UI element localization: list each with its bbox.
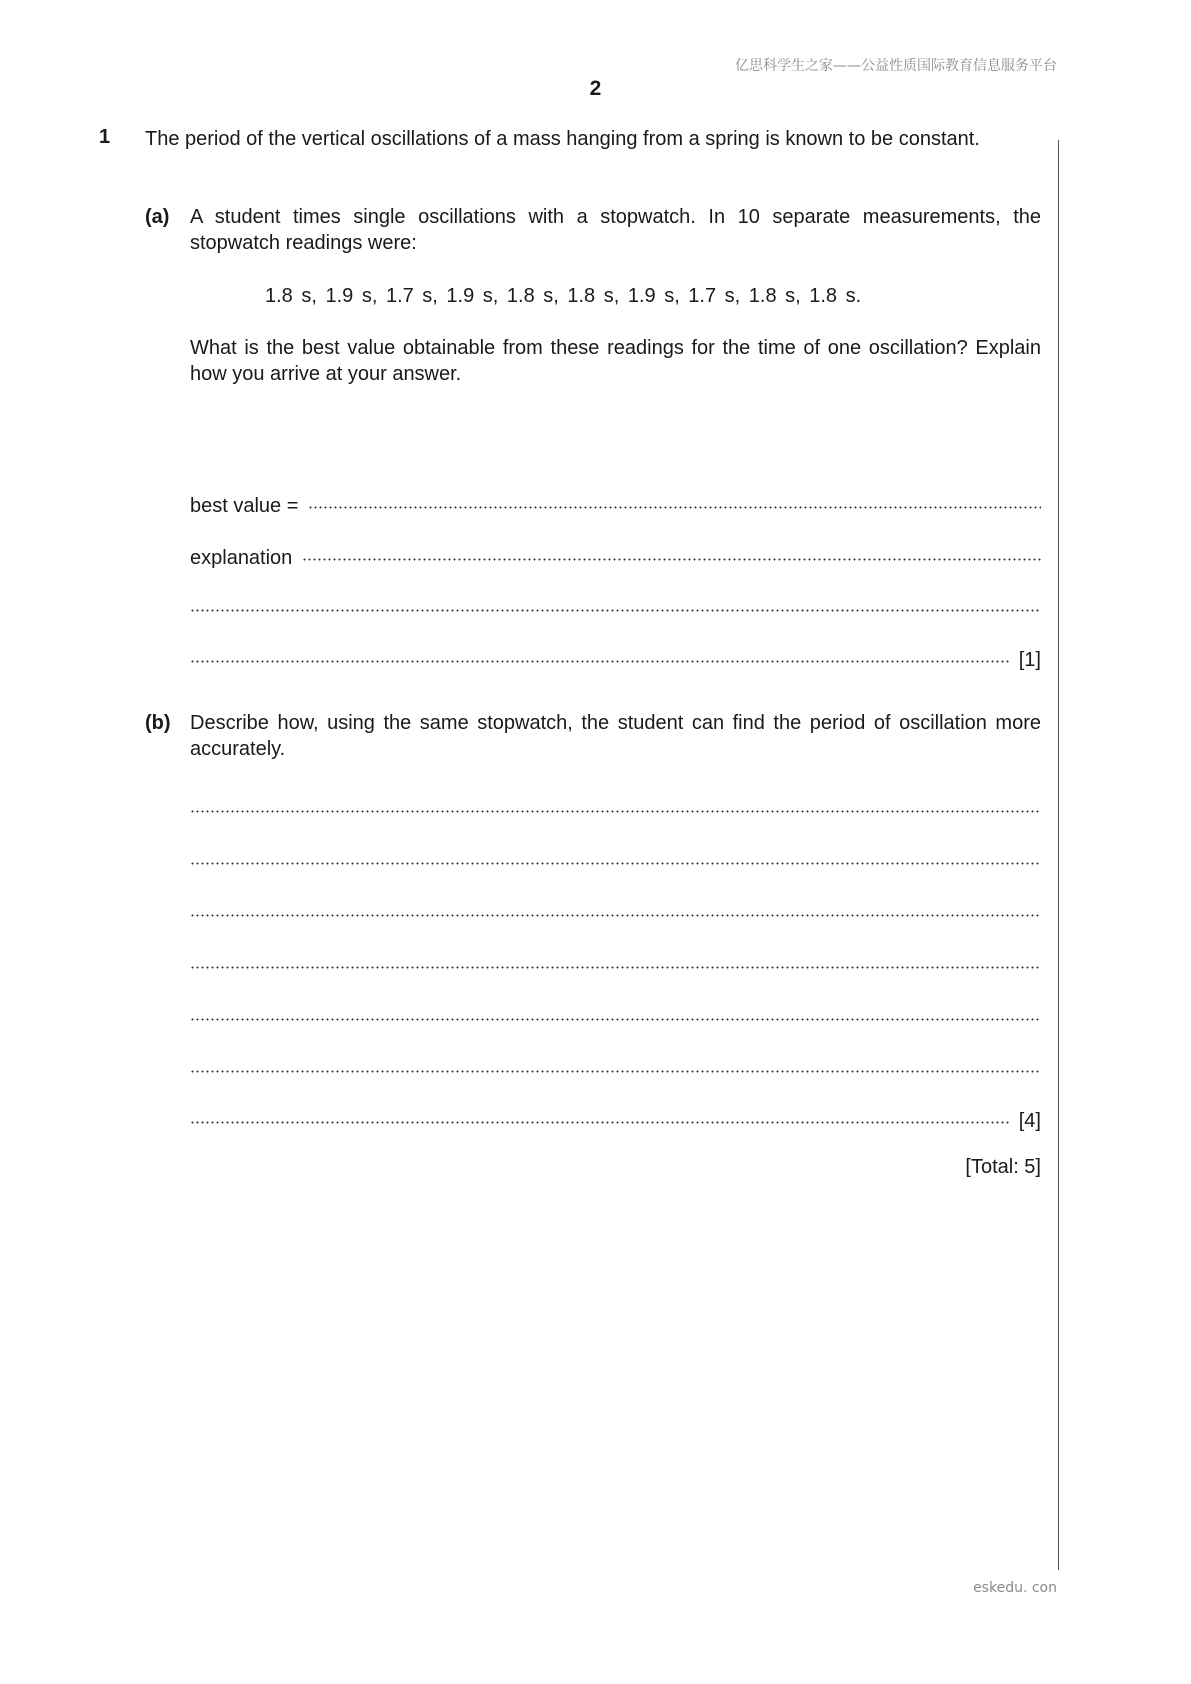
part-a-marks: [1]: [1018, 649, 1041, 671]
question-stem: The period of the vertical oscillations of a mass hanging from a spring is known to be constant.: [145, 128, 980, 150]
total-marks: [Total: 5]: [965, 1156, 1041, 1178]
part-a-question: What is the best value obtainable from these readings for the time of one oscillation? Explain how you arrive at your answer.: [190, 337, 1041, 385]
part-b-text: Describe how, using the same stopwatch, the student can find the period of oscillation more accurately.: [190, 712, 1041, 760]
explanation-answer-line[interactable]: [190, 640, 1041, 671]
answer-dots: [190, 640, 1009, 666]
answer-dots: [190, 589, 1041, 615]
part-b-answer-line[interactable]: [190, 842, 1041, 868]
part-a-text: A student times single oscillations with a stopwatch. In 10 separate measurements, the stopwatch readings were:: [190, 206, 1041, 254]
answer-dots: [190, 998, 1041, 1024]
stopwatch-readings: 1.8 s, 1.9 s, 1.7 s, 1.9 s, 1.8 s, 1.8 s, 1.9 s, 1.7 s, 1.8 s, 1.8 s.: [265, 285, 862, 307]
part-b-answer-line[interactable]: [190, 1050, 1041, 1076]
answer-dots: [190, 1050, 1041, 1076]
answer-dots: [190, 894, 1041, 920]
part-b-label: (b): [145, 712, 171, 734]
footer-watermark: eskedu. con: [973, 1580, 1057, 1596]
part-b-answer-line[interactable]: [190, 1101, 1041, 1132]
question-number: 1: [99, 126, 111, 148]
best-value-answer-line[interactable]: [190, 486, 1041, 517]
part-b-marks: [4]: [1018, 1110, 1041, 1132]
answer-dots: [190, 790, 1041, 816]
answer-dots: [190, 842, 1041, 868]
margin-line: [1058, 140, 1059, 1570]
page-number: 2: [589, 77, 602, 100]
part-b-answer-line[interactable]: [190, 790, 1041, 816]
part-b-answer-line[interactable]: [190, 946, 1041, 972]
part-b-answer-line[interactable]: [190, 894, 1041, 920]
explanation-answer-line[interactable]: [190, 538, 1041, 569]
header-watermark: 亿思科学生之家——公益性质国际教育信息服务平台: [735, 58, 1057, 74]
answer-dots: [302, 538, 1041, 564]
explanation-answer-line[interactable]: [190, 589, 1041, 615]
part-b-answer-line[interactable]: [190, 998, 1041, 1024]
explanation-label: explanation: [190, 547, 293, 569]
part-a-label: (a): [145, 206, 170, 228]
answer-dots: [190, 946, 1041, 972]
best-value-label: best value =: [190, 495, 299, 517]
answer-dots: [190, 1101, 1009, 1127]
answer-dots: [308, 486, 1041, 512]
